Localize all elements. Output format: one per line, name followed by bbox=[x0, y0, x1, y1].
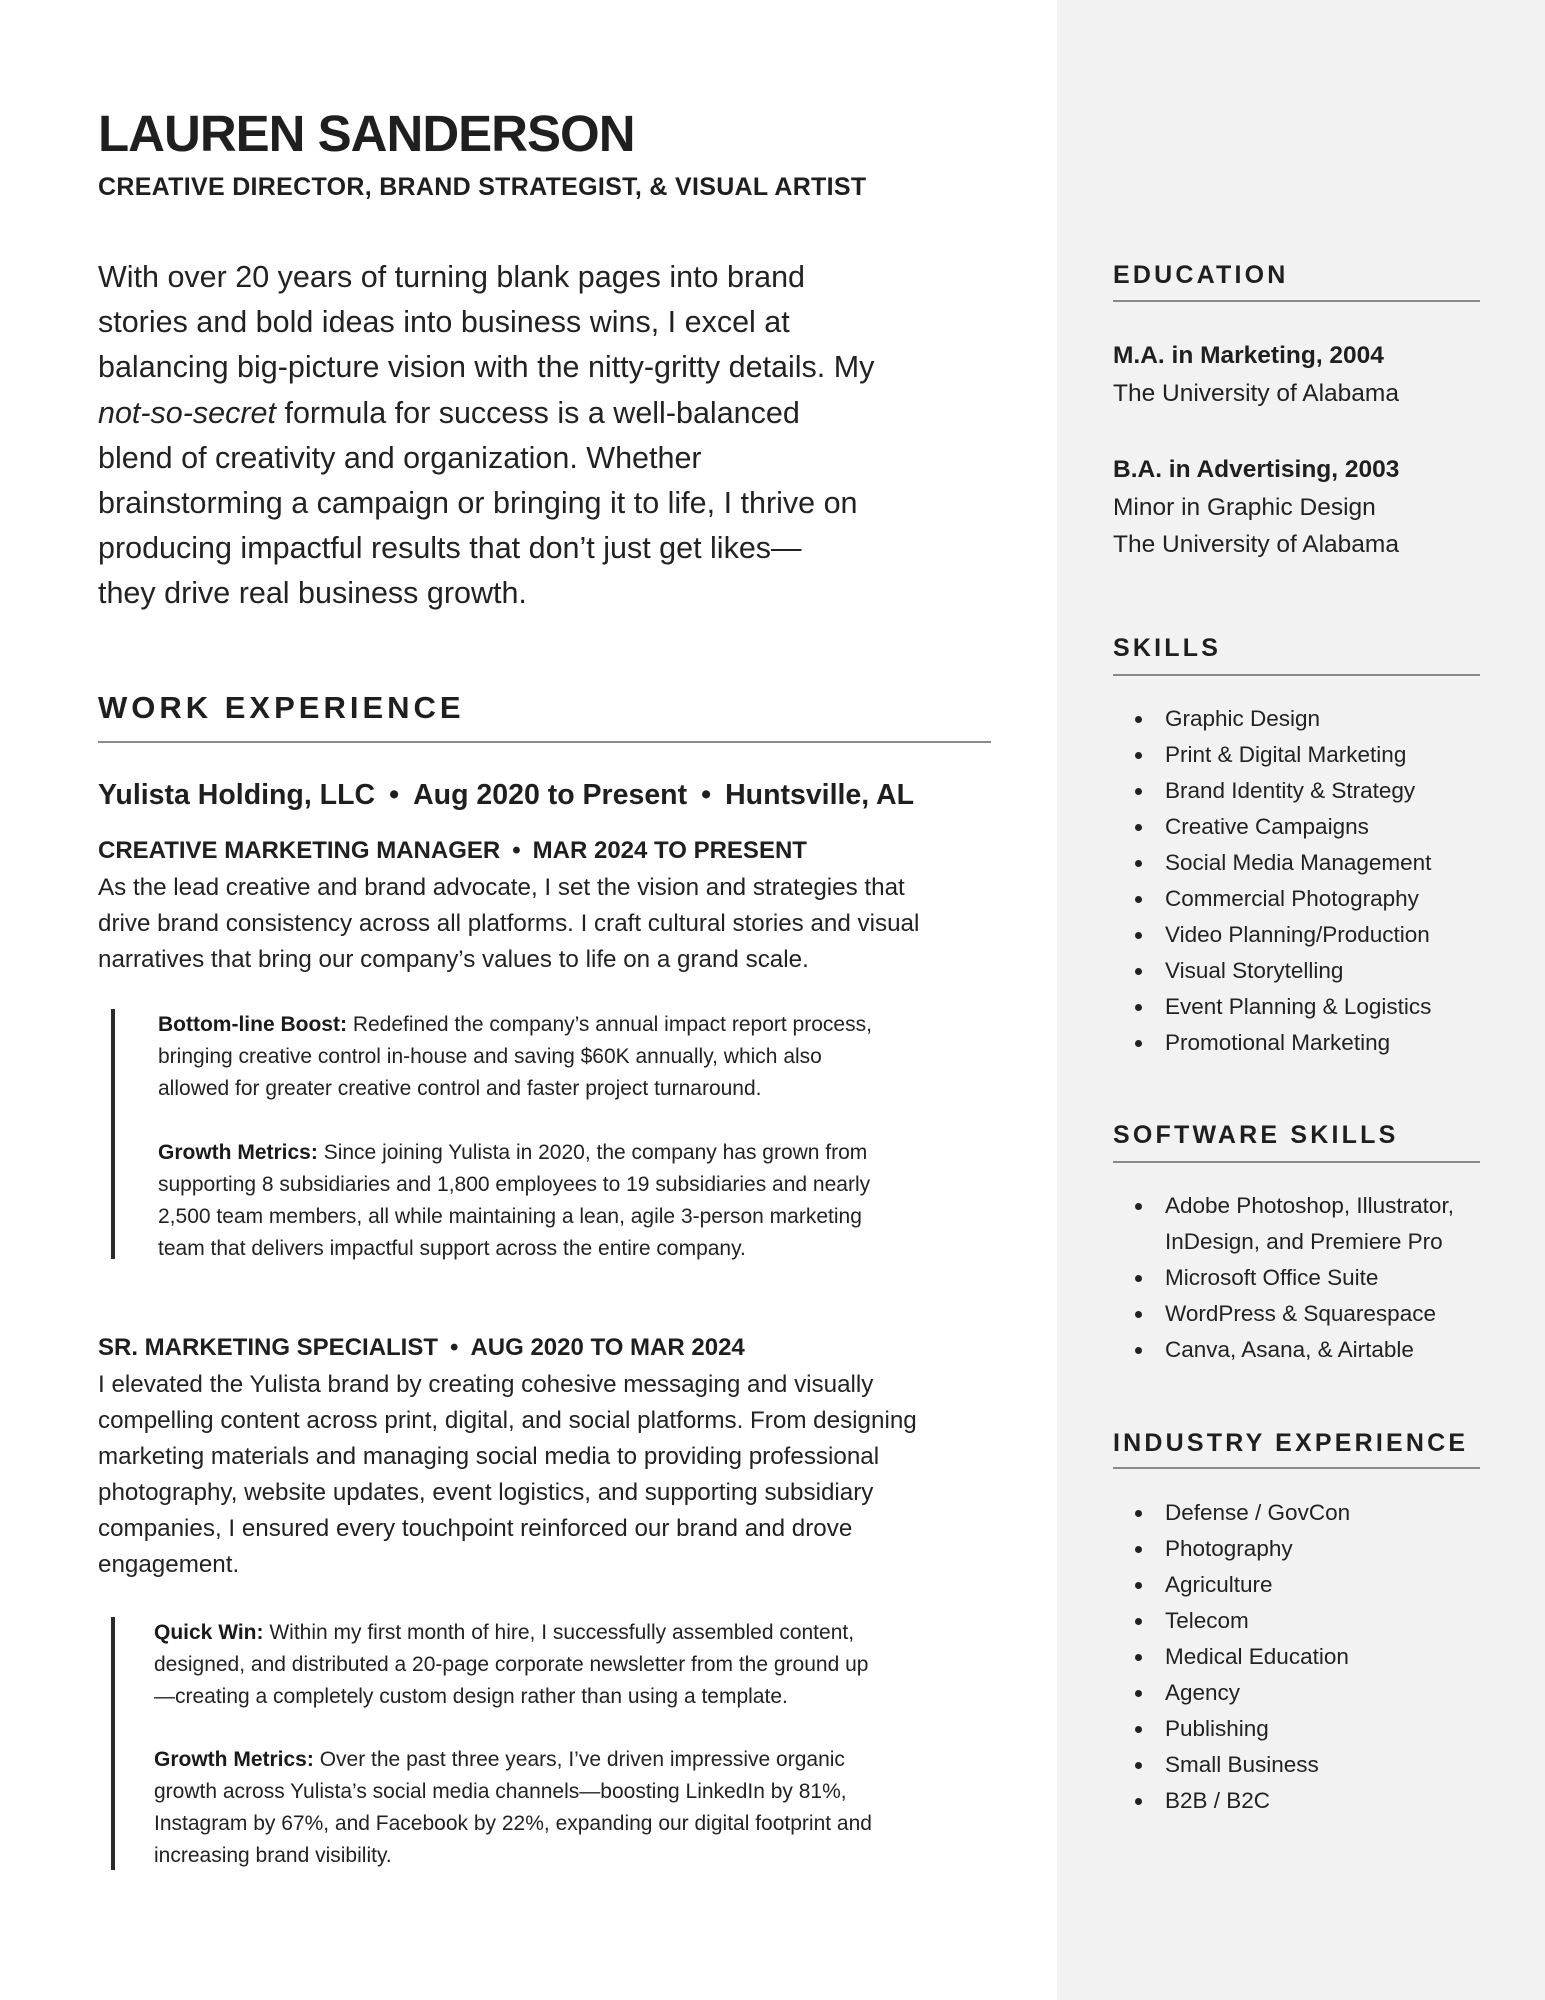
highlight-line: designed, and distributed a 20-page corporate newsletter from the ground up bbox=[154, 1653, 869, 1676]
highlight-line bbox=[154, 1744, 872, 1776]
role-description-line: companies, I ensured every touchpoint reinforced our brand and drove bbox=[98, 1515, 853, 1542]
company-location: Huntsville, AL bbox=[725, 779, 915, 811]
role-description bbox=[98, 1367, 917, 1583]
separator-dot: • bbox=[512, 837, 521, 864]
highlight-text: Over the past three years, I’ve driven impressive organic bbox=[319, 1748, 845, 1771]
list-item: Small Business bbox=[1113, 1747, 1350, 1783]
list-item: Promotional Marketing bbox=[1113, 1025, 1431, 1061]
list-item: Agriculture bbox=[1113, 1567, 1350, 1603]
list-item: Agency bbox=[1113, 1675, 1350, 1711]
section-divider bbox=[98, 741, 991, 743]
software-skills-list bbox=[1113, 1188, 1454, 1368]
section-divider bbox=[1113, 300, 1480, 302]
list-item: Commercial Photography bbox=[1113, 881, 1431, 917]
highlight-bar bbox=[111, 1617, 115, 1870]
list-item: Microsoft Office Suite bbox=[1113, 1260, 1454, 1296]
highlight-line: —creating a completely custom design rather than using a template. bbox=[154, 1685, 788, 1708]
highlight-label: Growth Metrics: bbox=[158, 1141, 318, 1164]
work-experience-heading: WORK EXPERIENCE bbox=[98, 690, 465, 725]
education-heading: EDUCATION bbox=[1113, 261, 1289, 289]
role-dates: MAR 2024 TO PRESENT bbox=[532, 837, 807, 864]
section-divider bbox=[1113, 1161, 1480, 1163]
role-title-line bbox=[98, 1333, 745, 1363]
list-item: Medical Education bbox=[1113, 1639, 1350, 1675]
highlight-label: Growth Metrics: bbox=[154, 1748, 314, 1771]
role-description-line: I elevated the Yulista brand by creating cohesive messaging and visually bbox=[98, 1371, 874, 1398]
list-item-line: InDesign, and Premiere Pro bbox=[1165, 1229, 1443, 1254]
candidate-name: LAUREN SANDERSON bbox=[98, 105, 635, 162]
role-title: SR. MARKETING SPECIALIST bbox=[98, 1334, 439, 1361]
role-description-line: As the lead creative and brand advocate, I set the vision and strategies that bbox=[98, 874, 905, 901]
separator-dot: • bbox=[450, 1334, 459, 1361]
role-description-line: drive brand consistency across all platforms. I craft cultural stories and visual bbox=[98, 910, 920, 937]
list-item bbox=[1113, 1188, 1454, 1260]
role-title-line bbox=[98, 836, 807, 866]
summary-line-rest: formula for success is a well-balanced bbox=[284, 395, 800, 430]
role-description bbox=[98, 870, 919, 978]
list-item-line: Adobe Photoshop, Illustrator, bbox=[1165, 1193, 1454, 1218]
skills-list bbox=[1113, 701, 1431, 1061]
highlight-line bbox=[154, 1617, 868, 1649]
separator-dot: • bbox=[701, 779, 712, 811]
summary-line: With over 20 years of turning blank pages into brand bbox=[98, 260, 805, 294]
summary-line bbox=[98, 391, 978, 436]
highlight-text: Since joining Yulista in 2020, the company has grown from bbox=[323, 1141, 868, 1164]
summary-line: brainstorming a campaign or bringing it to life, I thrive on bbox=[98, 486, 858, 521]
role-description-line: engagement. bbox=[98, 1551, 240, 1578]
role-description-line: photography, website updates, event logistics, and supporting subsidiary bbox=[98, 1479, 874, 1506]
separator-dot: • bbox=[389, 779, 400, 811]
summary-emphasis: not-so-secret bbox=[98, 395, 276, 430]
role-highlights bbox=[111, 1009, 971, 1259]
highlight-bar bbox=[111, 1009, 115, 1259]
education-degree: B.A. in Advertising, 2003 bbox=[1113, 456, 1400, 483]
highlight-block bbox=[158, 1009, 872, 1105]
skills-heading: SKILLS bbox=[1113, 634, 1222, 662]
highlight-label: Bottom-line Boost: bbox=[158, 1013, 347, 1036]
summary-line: blend of creativity and organization. Whether bbox=[98, 440, 702, 475]
list-item: Print & Digital Marketing bbox=[1113, 737, 1431, 773]
list-item: Publishing bbox=[1113, 1711, 1350, 1747]
software-skills-heading: SOFTWARE SKILLS bbox=[1113, 1121, 1399, 1149]
list-item: Video Planning/Production bbox=[1113, 917, 1431, 953]
profile-summary bbox=[98, 255, 978, 617]
education-school: The University of Alabama bbox=[1113, 380, 1399, 407]
list-item: Photography bbox=[1113, 1531, 1350, 1567]
highlight-line: allowed for greater creative control and faster project turnaround. bbox=[158, 1077, 762, 1100]
highlight-line: team that delivers impactful support across the entire company. bbox=[158, 1237, 746, 1260]
company-name: Yulista Holding, LLC bbox=[98, 779, 376, 811]
list-item: Canva, Asana, & Airtable bbox=[1113, 1332, 1454, 1368]
list-item: Telecom bbox=[1113, 1603, 1350, 1639]
role-description-line: compelling content across print, digital, and social platforms. From designing bbox=[98, 1407, 917, 1434]
highlight-line: Instagram by 67%, and Facebook by 22%, expanding our digital footprint and bbox=[154, 1812, 872, 1835]
summary-line: they drive real business growth. bbox=[98, 576, 527, 611]
role-title: CREATIVE MARKETING MANAGER bbox=[98, 837, 501, 864]
highlight-block bbox=[154, 1744, 872, 1872]
company-line bbox=[98, 777, 914, 813]
summary-line: producing impactful results that don’t just get likes— bbox=[98, 531, 802, 566]
section-divider bbox=[1113, 674, 1480, 676]
candidate-tagline: CREATIVE DIRECTOR, BRAND STRATEGIST, & VISUAL ARTIST bbox=[98, 173, 867, 201]
role-dates: AUG 2020 TO MAR 2024 bbox=[470, 1334, 745, 1361]
role-highlights bbox=[111, 1617, 971, 1870]
section-divider bbox=[1113, 1467, 1480, 1469]
highlight-line: growth across Yulista’s social media channels—boosting LinkedIn by 81%, bbox=[154, 1780, 847, 1803]
highlight-block bbox=[158, 1137, 870, 1265]
highlight-block bbox=[154, 1617, 868, 1713]
role-description-line: marketing materials and managing social media to providing professional bbox=[98, 1443, 880, 1470]
highlight-text: Within my first month of hire, I successfully assembled content, bbox=[269, 1621, 855, 1644]
list-item: Defense / GovCon bbox=[1113, 1495, 1350, 1531]
list-item: Visual Storytelling bbox=[1113, 953, 1431, 989]
company-dates: Aug 2020 to Present bbox=[413, 779, 688, 811]
education-minor: Minor in Graphic Design bbox=[1113, 494, 1376, 521]
list-item: Brand Identity & Strategy bbox=[1113, 773, 1431, 809]
highlight-line bbox=[158, 1137, 870, 1169]
list-item: Event Planning & Logistics bbox=[1113, 989, 1431, 1025]
highlight-text: Redefined the company’s annual impact report process, bbox=[352, 1013, 872, 1036]
highlight-line: supporting 8 subsidiaries and 1,800 employees to 19 subsidiaries and nearly bbox=[158, 1173, 871, 1196]
list-item: B2B / B2C bbox=[1113, 1783, 1350, 1819]
list-item: Creative Campaigns bbox=[1113, 809, 1431, 845]
highlight-line bbox=[158, 1009, 872, 1041]
highlight-line: 2,500 team members, all while maintaining a lean, agile 3-person marketing bbox=[158, 1205, 862, 1228]
education-degree: M.A. in Marketing, 2004 bbox=[1113, 342, 1384, 369]
industry-list bbox=[1113, 1495, 1350, 1819]
industry-experience-heading: INDUSTRY EXPERIENCE bbox=[1113, 1429, 1469, 1457]
list-item: WordPress & Squarespace bbox=[1113, 1296, 1454, 1332]
highlight-label: Quick Win: bbox=[154, 1621, 264, 1644]
summary-line: stories and bold ideas into business wins, I excel at bbox=[98, 305, 790, 340]
list-item: Social Media Management bbox=[1113, 845, 1431, 881]
summary-line: balancing big-picture vision with the nitty-gritty details. My bbox=[98, 350, 875, 385]
role-description-line: narratives that bring our company’s values to life on a grand scale. bbox=[98, 946, 809, 973]
highlight-line: bringing creative control in-house and saving $60K annually, which also bbox=[158, 1045, 822, 1068]
education-school: The University of Alabama bbox=[1113, 531, 1399, 558]
highlight-line: increasing brand visibility. bbox=[154, 1844, 392, 1867]
list-item: Graphic Design bbox=[1113, 701, 1431, 737]
